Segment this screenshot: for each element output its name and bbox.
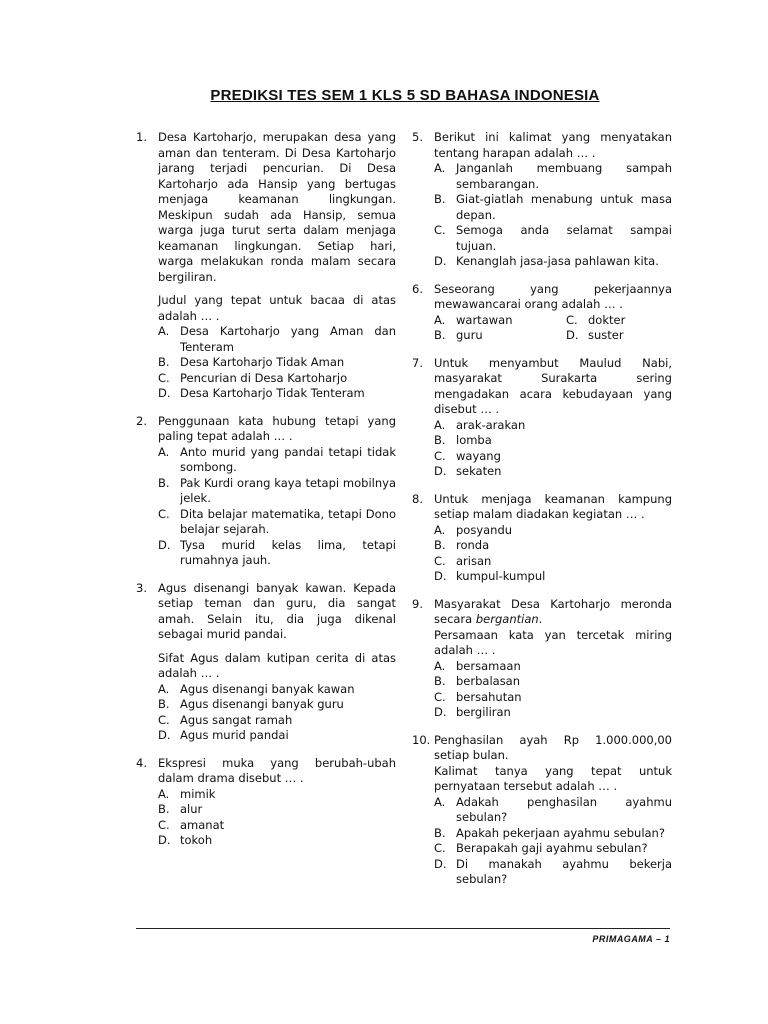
- option-item: [434, 433, 672, 449]
- question-text: Untuk menjaga keamanan kampung setiap malam diadakan kegiatan … .: [434, 491, 672, 521]
- options-list: [158, 445, 396, 569]
- question-item: [412, 130, 672, 270]
- option-letter: D.: [434, 856, 447, 871]
- option-item: [434, 659, 672, 675]
- question-item: [412, 356, 672, 480]
- option-item: [158, 371, 396, 387]
- option-text: wartawan: [456, 312, 513, 327]
- question-prompt: Sifat Agus dalam kutipan cerita di atas adalah … .: [158, 650, 396, 680]
- option-letter: B.: [434, 674, 446, 688]
- option-letter: D.: [158, 386, 171, 400]
- question-number: 10.: [412, 732, 431, 747]
- question-prompt: Persamaan kata yan tercetak miring adalah … .: [434, 627, 672, 657]
- option-letter: C.: [434, 689, 446, 704]
- question-item: [412, 597, 672, 721]
- option-item: [158, 697, 396, 713]
- question-number: 9.: [412, 596, 423, 611]
- options-list: [434, 523, 672, 585]
- option-text: Janganlah membuang sampah sembarangan.: [456, 161, 672, 191]
- option-letter: C.: [434, 223, 446, 237]
- question-body: [434, 733, 672, 888]
- option-letter: A.: [434, 161, 446, 175]
- question-number: 5.: [412, 130, 423, 144]
- question-body: [434, 282, 672, 344]
- option-text: Agus sangat ramah: [180, 712, 293, 727]
- option-item: [158, 713, 396, 729]
- option-text: Anto murid yang pandai tetapi tidak sombong.: [180, 444, 396, 474]
- question-item: [412, 282, 672, 344]
- question-body: [158, 414, 396, 569]
- option-text: sekaten: [456, 464, 502, 478]
- question-item: [412, 733, 672, 888]
- option-item: [434, 254, 672, 270]
- option-text: Semoga anda selamat sampai tujuan.: [456, 223, 672, 253]
- question-number: 4.: [136, 755, 147, 770]
- option-letter: C.: [434, 841, 446, 855]
- question-body: [434, 130, 672, 270]
- option-text: arisan: [456, 553, 492, 568]
- option-letter: C.: [434, 553, 446, 568]
- option-text: tokoh: [180, 833, 213, 847]
- option-letter: A.: [158, 324, 170, 338]
- option-text: kumpul-kumpul: [456, 569, 546, 583]
- option-item: [434, 569, 672, 585]
- option-letter: A.: [158, 681, 170, 696]
- question-text: Berikut ini kalimat yang menyatakan tentang harapan adalah … .: [434, 130, 672, 160]
- option-item: [434, 674, 672, 690]
- option-letter: D.: [158, 728, 171, 742]
- option-letter: B.: [158, 475, 170, 490]
- options-list: [158, 324, 396, 402]
- question-prompt: Kalimat tanya yang tepat untuk pernyataan tersebut adalah … .: [434, 763, 672, 793]
- option-letter: B.: [434, 192, 446, 206]
- option-text: bersahutan: [456, 689, 522, 704]
- options-list: [158, 682, 396, 744]
- option-letter: D.: [434, 254, 447, 268]
- option-text: bergiliran: [456, 705, 511, 719]
- option-letter: B.: [158, 802, 170, 816]
- option-text: Dita belajar matematika, tetapi Dono belajar sejarah.: [180, 506, 396, 536]
- option-letter: D.: [566, 328, 579, 342]
- option-letter: D.: [434, 464, 447, 478]
- option-item: [158, 445, 396, 476]
- option-item: [566, 328, 672, 344]
- option-item: [434, 826, 672, 842]
- question-item: [136, 130, 396, 402]
- question-body: [434, 492, 672, 585]
- option-item: [434, 161, 672, 192]
- option-item: [566, 313, 672, 329]
- question-text: Desa Kartoharjo, merupakan desa yang aman dan tenteram. Di Desa Kartoharjo jarang terjadi pencurian. Di Desa Kartoharjo ada Hansip yang bertugas menjaga keamanan lingkungan. Meskipun sudah ada Hansip, semua warga juga turut serta dalam menjaga keamanan lingkungan. Setiap hari, warga melakukan ronda malam secara bergiliran.: [158, 130, 396, 284]
- question-item: [136, 414, 396, 569]
- question-number: 1.: [136, 130, 147, 144]
- option-item: [158, 324, 396, 355]
- option-text: Apakah pekerjaan ayahmu sebulan?: [456, 825, 665, 840]
- option-item: [434, 554, 672, 570]
- option-text: Agus disenangi banyak kawan: [180, 681, 355, 696]
- footer-label: PRIMAGAMA – 1: [592, 934, 670, 944]
- option-item: [158, 787, 396, 803]
- left-column: [136, 130, 396, 861]
- option-letter: A.: [158, 786, 170, 801]
- question-number: 6.: [412, 281, 423, 296]
- option-item: [158, 507, 396, 538]
- question-item: [136, 756, 396, 849]
- option-text: posyandu: [456, 522, 513, 537]
- option-text: ronda: [456, 538, 490, 552]
- option-item: [434, 523, 672, 539]
- option-item: [158, 386, 396, 402]
- option-text: lomba: [456, 433, 492, 447]
- option-letter: D.: [158, 537, 171, 552]
- question-number: 7.: [412, 355, 423, 370]
- options-list: [434, 418, 672, 480]
- question-number: 3.: [136, 580, 147, 595]
- option-item: [158, 728, 396, 744]
- question-item: [412, 492, 672, 585]
- option-text: Pak Kurdi orang kaya tetapi mobilnya jelek.: [180, 475, 396, 505]
- option-text: berbalasan: [456, 674, 521, 688]
- option-letter: C.: [158, 370, 170, 385]
- option-item: [434, 841, 672, 857]
- option-text: amanat: [180, 817, 225, 832]
- option-letter: A.: [434, 794, 446, 809]
- italic-word: bergantian: [475, 612, 539, 626]
- option-text: arak-arakan: [456, 417, 526, 432]
- option-letter: B.: [434, 825, 446, 840]
- option-letter: B.: [434, 538, 446, 552]
- right-column: [412, 130, 672, 900]
- option-letter: C.: [158, 506, 170, 521]
- question-item: [136, 581, 396, 744]
- page-title: PREDIKSI TES SEM 1 KLS 5 SD BAHASA INDONESIA: [210, 87, 600, 104]
- option-text: suster: [588, 328, 624, 342]
- question-body: [158, 130, 396, 402]
- question-text: Seseorang yang pekerjaannya mewawancarai orang adalah … .: [434, 281, 672, 311]
- option-letter: A.: [434, 658, 446, 673]
- question-text: Ekspresi muka yang berubah-ubah dalam drama disebut … .: [158, 755, 396, 785]
- option-item: [434, 313, 566, 329]
- options-list: [434, 161, 672, 270]
- question-number: 2.: [136, 413, 147, 428]
- options-list: [434, 659, 672, 721]
- option-text: wayang: [456, 448, 501, 463]
- question-body: [158, 756, 396, 849]
- option-letter: D.: [434, 569, 447, 583]
- question-text: Agus disenangi banyak kawan. Kepada setiap teman dan guru, dia sangat amah. Selain itu, dia juga dikenal sebagai murid pandai.: [158, 580, 396, 641]
- question-text-part: Masyarakat Desa Kartoharjo meronda secara: [434, 596, 672, 626]
- question-prompt: Judul yang tepat untuk bacaa di atas adalah … .: [158, 293, 396, 323]
- option-letter: B.: [434, 433, 446, 447]
- option-item: [434, 328, 566, 344]
- option-text: Pencurian di Desa Kartoharjo: [180, 370, 348, 385]
- option-item: [158, 538, 396, 569]
- question-body: [434, 597, 672, 721]
- option-text: Di manakah ayahmu bekerja sebulan?: [456, 856, 672, 886]
- option-text: dokter: [588, 312, 626, 327]
- option-text: bersamaan: [456, 658, 521, 673]
- question-text: Untuk menyambut Maulud Nabi, masyarakat Surakarta sering mengadakan acara kebudayaan yang disebut … .: [434, 355, 672, 416]
- options-list: [434, 795, 672, 888]
- option-item: [158, 818, 396, 834]
- option-text: Kenanglah jasa-jasa pahlawan kita.: [456, 254, 659, 268]
- option-item: [434, 192, 672, 223]
- option-text: Desa Kartoharjo Tidak Tenteram: [180, 386, 365, 400]
- option-letter: C.: [158, 817, 170, 832]
- option-letter: A.: [158, 444, 170, 459]
- option-text: Giat-giatlah menabung untuk masa depan.: [456, 192, 672, 222]
- option-item: [434, 705, 672, 721]
- option-text: Agus disenangi banyak guru: [180, 697, 344, 711]
- option-text: Berapakah gaji ayahmu sebulan?: [456, 841, 648, 855]
- option-text: Adakah penghasilan ayahmu sebulan?: [456, 794, 672, 824]
- option-item: [434, 464, 672, 480]
- option-item: [158, 476, 396, 507]
- option-item: [158, 833, 396, 849]
- option-letter: C.: [434, 448, 446, 463]
- option-item: [158, 682, 396, 698]
- option-item: [434, 538, 672, 554]
- option-letter: B.: [158, 355, 170, 369]
- option-letter: A.: [434, 312, 446, 327]
- option-text: Agus murid pandai: [180, 728, 289, 742]
- option-item: [434, 223, 672, 254]
- question-text-part: .: [538, 612, 543, 626]
- options-list: [158, 787, 396, 849]
- option-letter: A.: [434, 522, 446, 537]
- options-list: [434, 313, 672, 344]
- option-letter: A.: [434, 417, 446, 432]
- option-letter: B.: [434, 328, 446, 342]
- option-item: [434, 449, 672, 465]
- option-text: Tysa murid kelas lima, tetapi rumahnya jauh.: [180, 537, 396, 567]
- question-text: [434, 597, 672, 628]
- option-text: alur: [180, 802, 203, 816]
- option-item: [158, 355, 396, 371]
- option-letter: B.: [158, 697, 170, 711]
- option-item: [434, 795, 672, 826]
- option-text: Desa Kartoharjo Tidak Aman: [180, 355, 345, 369]
- option-letter: D.: [158, 833, 171, 847]
- question-text: Penggunaan kata hubung tetapi yang paling tepat adalah … .: [158, 413, 396, 443]
- option-letter: C.: [566, 312, 578, 327]
- question-body: [158, 581, 396, 744]
- question-number: 8.: [412, 491, 423, 506]
- option-text: guru: [456, 328, 483, 342]
- option-item: [158, 802, 396, 818]
- option-item: [434, 857, 672, 888]
- footer-divider: [136, 928, 670, 929]
- option-item: [434, 418, 672, 434]
- question-text: Penghasilan ayah Rp 1.000.000,00 setiap bulan.: [434, 732, 672, 762]
- option-letter: D.: [434, 705, 447, 719]
- option-text: Desa Kartoharjo yang Aman dan Tenteram: [180, 324, 396, 354]
- option-letter: C.: [158, 712, 170, 727]
- question-body: [434, 356, 672, 480]
- option-text: mimik: [180, 786, 216, 801]
- option-item: [434, 690, 672, 706]
